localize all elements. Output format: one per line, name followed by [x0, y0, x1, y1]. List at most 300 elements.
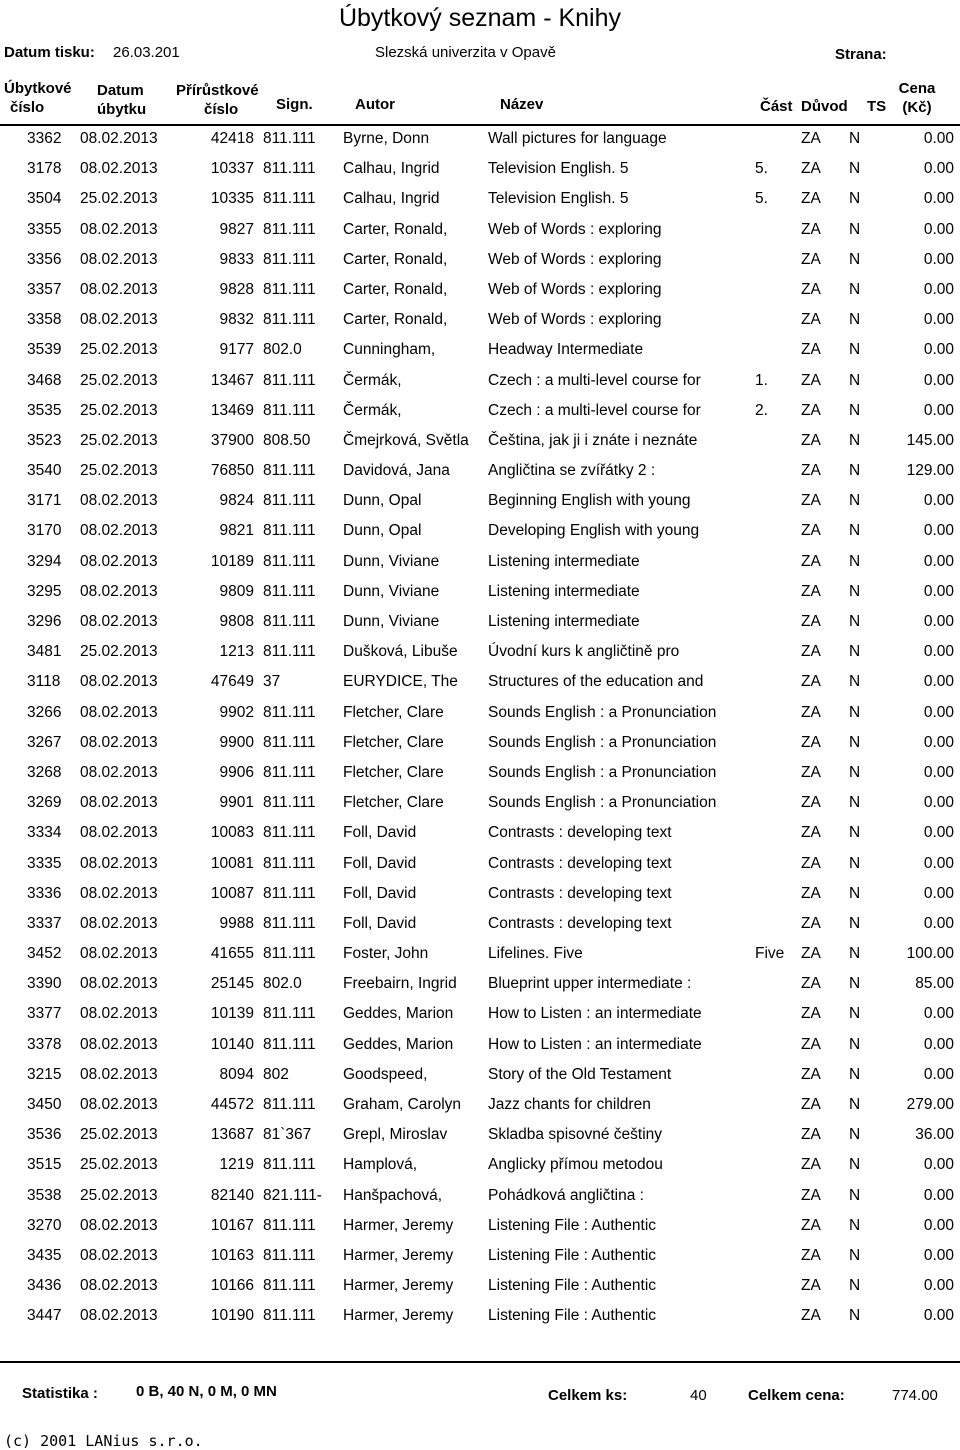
cell-author: Byrne, Donn — [343, 130, 430, 147]
cell-author: Dunn, Viviane — [343, 582, 440, 600]
cell-date: 08.02.2013 — [80, 673, 158, 691]
cell-author: Geddes, Marion — [343, 1005, 454, 1023]
cell-id: 3535 — [27, 401, 62, 419]
cell-price: 0.00 — [923, 341, 954, 359]
cell-title: Wall pictures for language — [488, 130, 667, 147]
total-count-label: Celkem ks: — [548, 1387, 628, 1404]
cell-sign: 811.111 — [263, 220, 316, 238]
table-row — [0, 788, 960, 818]
cell-author: Grepl, Miroslav — [343, 1126, 448, 1144]
cell-sign: 802.0 — [263, 341, 302, 359]
cell-title: Headway Intermediate — [488, 341, 644, 359]
table-row — [0, 215, 960, 245]
cell-ts: N — [849, 914, 861, 932]
cell-author: Čmejrková, Světla — [343, 431, 469, 449]
cell-sign: 811.111 — [263, 1246, 316, 1264]
cell-reason: ZA — [801, 613, 821, 630]
cell-accession: 10087 — [210, 884, 254, 902]
cell-id: 3447 — [27, 1307, 62, 1325]
cell-reason: ZA — [801, 522, 821, 540]
cell-ts: N — [849, 854, 861, 872]
cell-ts: N — [849, 1307, 861, 1325]
cell-date: 25.02.2013 — [80, 462, 158, 480]
cell-date: 08.02.2013 — [80, 613, 158, 630]
cell-id: 3539 — [27, 341, 62, 359]
cell-id: 3178 — [27, 160, 62, 178]
cell-sign: 811.111 — [263, 130, 316, 147]
cell-title: Web of Words : exploring — [488, 250, 662, 268]
cell-author: Calhau, Ingrid — [343, 190, 440, 208]
col-header-reason: Důvod — [801, 98, 848, 115]
cell-sign: 811.111 — [263, 1216, 316, 1234]
cell-author: Harmer, Jeremy — [343, 1246, 454, 1264]
cell-price: 85.00 — [915, 975, 954, 993]
cell-ts: N — [849, 371, 861, 389]
cell-author: Harmer, Jeremy — [343, 1216, 454, 1234]
cell-title: Listening File : Authentic — [488, 1246, 657, 1264]
cell-price: 0.00 — [923, 703, 954, 721]
cell-accession: 13687 — [210, 1126, 254, 1144]
cell-sign: 811.111 — [263, 160, 316, 178]
cell-id: 3357 — [27, 280, 62, 298]
cell-reason: ZA — [801, 1126, 821, 1144]
cell-date: 25.02.2013 — [80, 341, 158, 359]
cell-price: 36.00 — [915, 1126, 954, 1144]
cell-accession: 10166 — [210, 1277, 254, 1295]
cell-id: 3504 — [27, 190, 62, 208]
table-row — [0, 607, 960, 637]
cell-date: 08.02.2013 — [80, 250, 158, 268]
cell-accession: 9900 — [219, 733, 254, 751]
cell-ts: N — [849, 884, 861, 902]
cell-price: 0.00 — [923, 854, 954, 872]
cell-sign: 811.111 — [263, 552, 316, 570]
cell-sign: 811.111 — [263, 824, 316, 842]
cell-date: 08.02.2013 — [80, 160, 158, 178]
cell-price: 0.00 — [923, 220, 954, 238]
cell-part: Five — [755, 945, 785, 963]
table-row — [0, 1090, 960, 1120]
cell-author: Calhau, Ingrid — [343, 160, 440, 178]
cell-accession: 10190 — [210, 1307, 254, 1325]
cell-reason: ZA — [801, 160, 821, 178]
cell-price: 0.00 — [923, 1186, 954, 1204]
cell-title: Television English. 5 — [488, 190, 629, 208]
cell-accession: 10163 — [210, 1246, 254, 1264]
cell-accession: 13469 — [210, 401, 254, 419]
cell-id: 3362 — [27, 130, 62, 147]
cell-date: 08.02.2013 — [80, 1307, 158, 1325]
cell-author: Carter, Ronald, — [343, 220, 448, 238]
cell-ts: N — [849, 1216, 861, 1234]
cell-title: Czech : a multi-level course for — [488, 401, 701, 419]
statistics-label: Statistika : — [22, 1385, 98, 1402]
cell-price: 0.00 — [923, 401, 954, 419]
cell-part: 5. — [755, 160, 768, 178]
cell-sign: 811.111 — [263, 1277, 316, 1295]
cell-sign: 811.111 — [263, 522, 316, 540]
cell-author: Hamplová, — [343, 1156, 418, 1174]
cell-reason: ZA — [801, 794, 821, 812]
cell-ts: N — [849, 613, 861, 630]
cell-date: 08.02.2013 — [80, 1005, 158, 1023]
cell-date: 25.02.2013 — [80, 1186, 158, 1204]
cell-author: Geddes, Marion — [343, 1035, 454, 1053]
cell-reason: ZA — [801, 250, 821, 268]
cell-ts: N — [849, 975, 861, 993]
cell-accession: 10140 — [210, 1035, 254, 1053]
cell-price: 129.00 — [906, 462, 954, 480]
table-row — [0, 396, 960, 426]
cell-reason: ZA — [801, 311, 821, 329]
cell-date: 25.02.2013 — [80, 190, 158, 208]
cell-id: 3450 — [27, 1096, 62, 1113]
cell-id: 3355 — [27, 220, 62, 238]
table-row — [0, 1211, 960, 1241]
cell-accession: 10139 — [210, 1005, 254, 1023]
col-header-accession: Přírůstkové číslo — [176, 82, 259, 118]
cell-author: Foll, David — [343, 824, 417, 842]
cell-title: Contrasts : developing text — [488, 854, 672, 872]
cell-price: 0.00 — [923, 824, 954, 842]
page-label: Strana: — [835, 46, 887, 63]
cell-accession: 9808 — [219, 613, 254, 630]
cell-title: Listening intermediate — [488, 552, 640, 570]
cell-sign: 37 — [263, 673, 281, 691]
table-row — [0, 486, 960, 516]
col-header-author: Autor — [355, 96, 395, 113]
table-row — [0, 999, 960, 1029]
col-header-price: Cena (Kč) — [898, 80, 936, 116]
cell-title: Čeština, jak ji i znáte i neznáte — [488, 431, 698, 449]
cell-accession: 10337 — [210, 160, 254, 178]
cell-ts: N — [849, 945, 861, 963]
cell-reason: ZA — [801, 341, 821, 359]
cell-title: Listening intermediate — [488, 613, 640, 630]
cell-ts: N — [849, 1246, 861, 1264]
cell-ts: N — [849, 160, 861, 178]
table-row — [0, 1150, 960, 1180]
table-row — [0, 1120, 960, 1150]
cell-price: 0.00 — [923, 130, 954, 147]
print-date-label: Datum tisku: — [4, 44, 95, 61]
cell-reason: ZA — [801, 431, 821, 449]
cell-price: 0.00 — [923, 673, 954, 691]
cell-reason: ZA — [801, 280, 821, 298]
cell-title: Pohádková angličtina : — [488, 1186, 644, 1204]
cell-price: 0.00 — [923, 280, 954, 298]
cell-reason: ZA — [801, 582, 821, 600]
col-header-part: Část — [760, 98, 793, 115]
table-row — [0, 1301, 960, 1331]
cell-sign: 811.111 — [263, 643, 316, 661]
cell-price: 0.00 — [923, 1216, 954, 1234]
cell-id: 3294 — [27, 552, 62, 570]
cell-ts: N — [849, 1065, 861, 1083]
table-row — [0, 1060, 960, 1090]
cell-accession: 10335 — [210, 190, 254, 208]
cell-date: 08.02.2013 — [80, 703, 158, 721]
cell-accession: 41655 — [210, 945, 254, 963]
cell-date: 25.02.2013 — [80, 1126, 158, 1144]
cell-title: Lifelines. Five — [488, 945, 583, 963]
cell-sign: 811.111 — [263, 582, 316, 600]
cell-ts: N — [849, 1126, 861, 1144]
cell-reason: ZA — [801, 1307, 821, 1325]
cell-id: 3334 — [27, 824, 62, 842]
cell-reason: ZA — [801, 220, 821, 238]
cell-id: 3515 — [27, 1156, 62, 1174]
cell-accession: 1219 — [219, 1156, 254, 1174]
cell-ts: N — [849, 492, 861, 510]
cell-reason: ZA — [801, 1035, 821, 1053]
cell-title: How to Listen : an intermediate — [488, 1005, 702, 1023]
cell-price: 100.00 — [906, 945, 954, 963]
cell-ts: N — [849, 763, 861, 781]
cell-accession: 9824 — [219, 492, 254, 510]
cell-ts: N — [849, 1186, 861, 1204]
cell-accession: 9177 — [219, 341, 254, 359]
cell-sign: 811.111 — [263, 1307, 316, 1325]
cell-sign: 811.111 — [263, 311, 316, 329]
cell-reason: ZA — [801, 1096, 821, 1113]
cell-accession: 9832 — [219, 311, 254, 329]
cell-title: Web of Words : exploring — [488, 280, 662, 298]
cell-part: 5. — [755, 190, 768, 208]
cell-accession: 47649 — [210, 673, 254, 691]
cell-date: 08.02.2013 — [80, 763, 158, 781]
report-title: Úbytkový seznam - Knihy — [338, 4, 622, 32]
col-header-date: Datum úbytku — [97, 82, 147, 118]
cell-title: Story of the Old Testament — [488, 1065, 672, 1083]
cell-price: 0.00 — [923, 1065, 954, 1083]
cell-title: Listening intermediate — [488, 582, 640, 600]
cell-accession: 9821 — [219, 522, 254, 540]
total-price-value: 774.00 — [892, 1387, 938, 1404]
cell-price: 0.00 — [923, 371, 954, 389]
cell-author: Foll, David — [343, 854, 417, 872]
cell-accession: 25145 — [210, 975, 254, 993]
cell-author: Dunn, Viviane — [343, 613, 440, 630]
cell-author: Foll, David — [343, 884, 417, 902]
cell-id: 3335 — [27, 854, 62, 872]
cell-title: Beginning English with young — [488, 492, 691, 510]
cell-reason: ZA — [801, 703, 821, 721]
cell-sign: 811.111 — [263, 733, 316, 751]
table-row — [0, 366, 960, 396]
cell-author: Foster, John — [343, 945, 429, 963]
cell-reason: ZA — [801, 1246, 821, 1264]
cell-reason: ZA — [801, 733, 821, 751]
cell-author: Harmer, Jeremy — [343, 1277, 454, 1295]
cell-reason: ZA — [801, 1156, 821, 1174]
cell-date: 08.02.2013 — [80, 884, 158, 902]
cell-date: 08.02.2013 — [80, 1065, 158, 1083]
cell-accession: 44572 — [210, 1096, 254, 1113]
cell-price: 0.00 — [923, 1005, 954, 1023]
cell-accession: 9828 — [219, 280, 254, 298]
cell-author: Hanšpachová, — [343, 1186, 443, 1204]
cell-ts: N — [849, 703, 861, 721]
cell-price: 0.00 — [923, 763, 954, 781]
cell-author: Carter, Ronald, — [343, 280, 448, 298]
cell-author: Čermák, — [343, 401, 402, 419]
cell-part: 2. — [755, 401, 768, 419]
cell-reason: ZA — [801, 552, 821, 570]
total-price-label: Celkem cena: — [748, 1387, 845, 1404]
cell-sign: 811.111 — [263, 613, 316, 630]
cell-title: Structures of the education and — [488, 673, 704, 691]
cell-id: 3468 — [27, 371, 62, 389]
cell-price: 0.00 — [923, 492, 954, 510]
cell-title: Blueprint upper intermediate : — [488, 975, 692, 993]
cell-id: 3436 — [27, 1277, 62, 1295]
cell-author: Carter, Ronald, — [343, 250, 448, 268]
col-header-ts: TS — [867, 98, 887, 115]
cell-reason: ZA — [801, 914, 821, 932]
cell-id: 3481 — [27, 643, 62, 661]
cell-ts: N — [849, 431, 861, 449]
cell-date: 08.02.2013 — [80, 914, 158, 932]
copyright-notice: (c) 2001 LANius s.r.o. — [4, 1432, 203, 1450]
cell-sign: 811.111 — [263, 854, 316, 872]
cell-id: 3336 — [27, 884, 62, 902]
cell-sign: 811.111 — [263, 280, 316, 298]
cell-title: Contrasts : developing text — [488, 884, 672, 902]
cell-accession: 9902 — [219, 703, 254, 721]
cell-ts: N — [849, 1277, 861, 1295]
cell-price: 145.00 — [906, 431, 954, 449]
col-header-id: Úbytkové číslo — [4, 80, 72, 116]
cell-price: 0.00 — [923, 250, 954, 268]
cell-id: 3270 — [27, 1216, 62, 1234]
cell-accession: 8094 — [219, 1065, 254, 1083]
table-row — [0, 1030, 960, 1060]
cell-price: 0.00 — [923, 1246, 954, 1264]
cell-date: 08.02.2013 — [80, 492, 158, 510]
cell-accession: 76850 — [210, 462, 254, 480]
cell-price: 0.00 — [923, 613, 954, 630]
cell-sign: 811.111 — [263, 1005, 316, 1023]
cell-reason: ZA — [801, 492, 821, 510]
cell-date: 08.02.2013 — [80, 975, 158, 993]
cell-title: Skladba spisovné češtiny — [488, 1126, 663, 1144]
cell-accession: 37900 — [210, 431, 254, 449]
cell-title: Developing English with young — [488, 522, 700, 540]
cell-title: Anglicky přímou metodou — [488, 1156, 663, 1174]
cell-title: Listening File : Authentic — [488, 1307, 657, 1325]
cell-id: 3538 — [27, 1186, 62, 1204]
cell-sign: 821.111- — [263, 1186, 322, 1204]
cell-author: Davidová, Jana — [343, 462, 450, 480]
cell-price: 0.00 — [923, 794, 954, 812]
cell-title: Listening File : Authentic — [488, 1216, 657, 1234]
cell-date: 08.02.2013 — [80, 582, 158, 600]
cell-date: 08.02.2013 — [80, 1216, 158, 1234]
cell-title: Contrasts : developing text — [488, 824, 672, 842]
cell-reason: ZA — [801, 1216, 821, 1234]
cell-ts: N — [849, 341, 861, 359]
cell-title: Web of Words : exploring — [488, 311, 662, 329]
cell-sign: 811.111 — [263, 462, 316, 480]
cell-ts: N — [849, 220, 861, 238]
cell-ts: N — [849, 250, 861, 268]
col-header-sign: Sign. — [276, 96, 313, 113]
cell-sign: 811.111 — [263, 945, 316, 963]
table-row — [0, 698, 960, 728]
cell-author: EURYDICE, The — [343, 673, 458, 691]
cell-id: 3296 — [27, 613, 62, 630]
cell-ts: N — [849, 733, 861, 751]
table-row — [0, 245, 960, 275]
cell-sign: 811.111 — [263, 763, 316, 781]
cell-date: 08.02.2013 — [80, 220, 158, 238]
cell-reason: ZA — [801, 371, 821, 389]
cell-author: Harmer, Jeremy — [343, 1307, 454, 1325]
table-row — [0, 758, 960, 788]
cell-sign: 811.111 — [263, 190, 316, 208]
cell-price: 0.00 — [923, 643, 954, 661]
cell-author: Foll, David — [343, 914, 417, 932]
table-row — [0, 728, 960, 758]
cell-ts: N — [849, 552, 861, 570]
cell-ts: N — [849, 673, 861, 691]
cell-sign: 811.111 — [263, 1156, 316, 1174]
cell-reason: ZA — [801, 975, 821, 993]
cell-id: 3356 — [27, 250, 62, 268]
col-header-title: Název — [500, 96, 544, 113]
cell-reason: ZA — [801, 1005, 821, 1023]
cell-sign: 811.111 — [263, 371, 316, 389]
cell-title: Jazz chants for children — [488, 1096, 651, 1113]
cell-accession: 9809 — [219, 582, 254, 600]
cell-date: 25.02.2013 — [80, 431, 158, 449]
cell-date: 08.02.2013 — [80, 824, 158, 842]
table-row — [0, 818, 960, 848]
cell-id: 3540 — [27, 462, 62, 480]
table-row — [0, 667, 960, 697]
cell-id: 3118 — [27, 673, 61, 691]
cell-ts: N — [849, 643, 861, 661]
cell-ts: N — [849, 190, 861, 208]
cell-ts: N — [849, 582, 861, 600]
cell-id: 3378 — [27, 1035, 62, 1053]
cell-date: 25.02.2013 — [80, 401, 158, 419]
cell-title: Úvodní kurs k angličtině pro — [488, 643, 680, 661]
cell-author: Cunningham, — [343, 341, 436, 359]
cell-price: 0.00 — [923, 582, 954, 600]
table-row — [0, 516, 960, 546]
cell-ts: N — [849, 311, 861, 329]
table-row — [0, 426, 960, 456]
cell-accession: 9901 — [219, 794, 254, 812]
cell-date: 08.02.2013 — [80, 1246, 158, 1264]
cell-date: 08.02.2013 — [80, 1035, 158, 1053]
cell-author: Čermák, — [343, 371, 402, 389]
cell-title: Listening File : Authentic — [488, 1277, 657, 1295]
table-row — [0, 1181, 960, 1211]
cell-date: 08.02.2013 — [80, 854, 158, 872]
cell-sign: 811.111 — [263, 1096, 316, 1113]
table-row — [0, 577, 960, 607]
cell-date: 08.02.2013 — [80, 552, 158, 570]
cell-sign: 811.111 — [263, 794, 316, 812]
cell-date: 08.02.2013 — [80, 1277, 158, 1295]
table-row — [0, 969, 960, 999]
cell-price: 0.00 — [923, 1307, 954, 1325]
cell-id: 3337 — [27, 914, 62, 932]
cell-sign: 811.111 — [263, 401, 316, 419]
